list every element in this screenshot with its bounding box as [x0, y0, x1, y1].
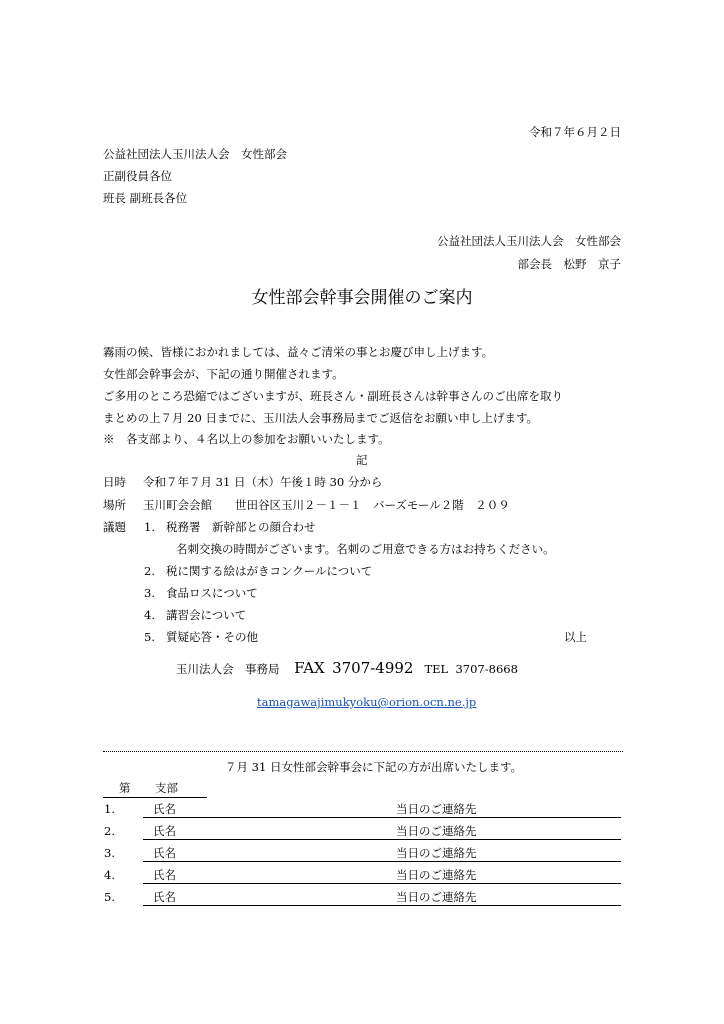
name-field-label: 氏名 — [153, 802, 176, 816]
agenda-item-number: 4. — [144, 608, 155, 622]
email-link[interactable]: tamagawajimukyoku@orion.ocn.ne.jp — [257, 695, 477, 709]
agenda-item-note: 名刺交換の時間がございます。名刺のご用意できる方はお持ちください。 — [176, 542, 555, 556]
document-title: 女性部会幹事会開催のご案内 — [251, 288, 473, 308]
sender-name: 部会長 松野 京子 — [517, 257, 621, 271]
header-underline — [103, 797, 207, 798]
recipient-line-2: 正副役員各位 — [103, 169, 172, 183]
name-field-label: 氏名 — [153, 824, 176, 838]
row-number: 4. — [104, 868, 115, 882]
fax-label: FAX — [294, 659, 325, 677]
row-number: 5. — [104, 890, 115, 904]
name-field-label: 氏名 — [153, 890, 176, 904]
office-name: 玉川法人会 事務局 — [176, 662, 280, 676]
name-field-label: 氏名 — [153, 846, 176, 860]
agenda-item-number: 3. — [144, 586, 155, 600]
closing-mark: 以上 — [564, 630, 587, 644]
recipient-line-1: 公益社団法人玉川法人会 女性部会 — [103, 147, 287, 161]
contact-field-label: 当日のご連絡先 — [396, 890, 477, 904]
cut-line — [103, 751, 623, 752]
agenda-item-number: 1. — [144, 520, 155, 534]
row-number: 3. — [104, 846, 115, 860]
col-number-header: 第 — [119, 781, 131, 795]
body-line-4: まとめの上７月 20 日までに、玉川法人会事務局までご返信をお願い申し上げます。 — [103, 411, 539, 425]
col-branch-header: 支部 — [155, 781, 178, 795]
agenda-item-text: 質疑応答・その他 — [166, 630, 258, 644]
contact-line — [176, 658, 518, 679]
entry-line[interactable] — [143, 817, 621, 818]
agenda-item-text: 税務署 新幹部との顔合わせ — [166, 520, 316, 534]
agenda-item-text: 講習会について — [166, 608, 247, 622]
agenda-item-text: 税に関する絵はがきコンクールについて — [166, 564, 373, 578]
contact-field-label: 当日のご連絡先 — [396, 802, 477, 816]
ki-heading: 記 — [356, 453, 368, 467]
agenda-label: 議題 — [103, 520, 126, 534]
row-number: 1. — [104, 802, 115, 816]
reply-heading: ７月 31 日女性部会幹事会に下記の方が出席いたします。 — [225, 760, 523, 774]
agenda-item-number: 5. — [144, 630, 155, 644]
agenda-item-text: 食品ロスについて — [166, 586, 258, 600]
place-value: 玉川町会会館 世田谷区玉川２－１－１ バーズモール２階 ２０９ — [143, 498, 510, 512]
document-date: 令和７年６月２日 — [529, 125, 621, 139]
body-line-5: ※ 各支部より、４名以上の参加をお願いいたします。 — [103, 432, 390, 446]
datetime-value: 令和７年７月 31 日（木）午後１時 30 分から — [143, 475, 383, 489]
entry-line[interactable] — [143, 905, 621, 906]
body-line-1: 霧雨の候、皆様におかれましては、益々ご清栄の事とお慶び申し上げます。 — [103, 345, 494, 359]
recipient-line-3: 班長 副班長各位 — [103, 191, 188, 205]
row-number: 2. — [104, 824, 115, 838]
body-line-2: 女性部会幹事会が、下記の通り開催されます。 — [103, 367, 344, 381]
name-field-label: 氏名 — [153, 868, 176, 882]
fax-number: 3707-4992 — [332, 659, 414, 677]
entry-line[interactable] — [143, 861, 621, 862]
contact-field-label: 当日のご連絡先 — [396, 824, 477, 838]
contact-field-label: 当日のご連絡先 — [396, 846, 477, 860]
tel-label: TEL — [424, 662, 449, 676]
place-label: 場所 — [103, 498, 126, 512]
entry-line[interactable] — [143, 839, 621, 840]
sender-organization: 公益社団法人玉川法人会 女性部会 — [437, 234, 621, 248]
datetime-label: 日時 — [103, 475, 126, 489]
entry-line[interactable] — [143, 883, 621, 884]
tel-number: 3707-8668 — [455, 662, 518, 676]
agenda-item-number: 2. — [144, 564, 155, 578]
body-line-3: ご多用のところ恐縮ではございますが、班長さん・副班長さんは幹事さんのご出席を取り — [103, 389, 563, 403]
contact-field-label: 当日のご連絡先 — [396, 868, 477, 882]
